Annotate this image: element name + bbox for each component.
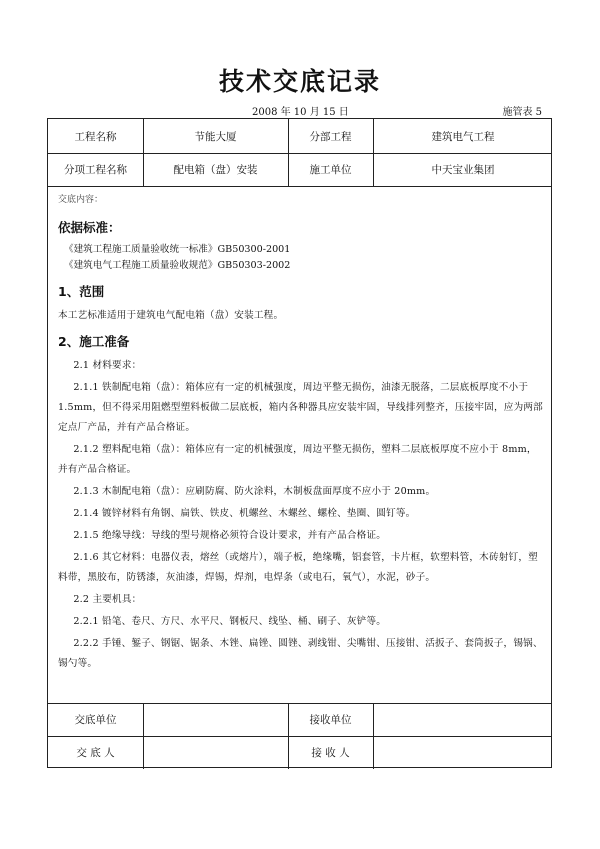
- contractor-value: 中天宝业集团: [431, 164, 495, 176]
- project-name-label: 工程名称: [74, 130, 117, 143]
- receiving-unit-value: [373, 703, 553, 736]
- form-number: 施管表 5: [502, 107, 542, 118]
- paragraph: 2.1.1 铁制配电箱（盘）：箱体应有一定的机械强度，周边平整无损伤，油漆无脱落，二层底板厚度不小于 1.5mm，但不得采用阻燃型塑料板做二层底板，箱内各种器具应安装牢固，导线排列整齐，压接牢固，应为两部定点厂产品，并有产品合格证。: [58, 382, 543, 433]
- scope-heading: 1、范围: [58, 284, 105, 299]
- handover-unit-value: [143, 703, 288, 736]
- subitem-name-label: 分项工程名称: [64, 164, 127, 176]
- preparation-heading: 2、施工准备: [58, 334, 130, 349]
- division-label: 分部工程: [309, 130, 352, 143]
- content-intro-label: 交底内容：: [58, 195, 104, 205]
- handover-person-label: 交 底 人: [76, 747, 115, 759]
- handover-content: [58, 192, 546, 676]
- receiving-unit-label: 接收单位: [309, 714, 352, 726]
- document-title: 技术交底记录: [218, 67, 381, 96]
- paragraph: 2.1.6 其它材料：电器仪表，熔丝（或熔片），端子板，绝缘嘴，铝套管，卡片框，软塑料管，木砖射钉，塑料带，黑胶布，防锈漆，灰油漆，焊锡，焊剂，电焊条（或电石，氧气），水泥，砂子。: [58, 552, 538, 583]
- paragraph: 2.1.5 绝缘导线：导线的型号规格必须符合设计要求，并有产品合格证。: [73, 530, 387, 541]
- standard-item: 《建筑电气工程施工质量验收规范》GB50303-2002: [64, 260, 291, 271]
- paragraph: 2.2.2 手锤、錾子、钢锯、锯条、木锉、扁锉、圆锉、剥线钳、尖嘴钳、压接钳、活扳子、套筒扳子，锡锅、锡勺等。: [58, 638, 543, 669]
- handover-person-value: [143, 736, 288, 769]
- division-value: 建筑电气工程: [431, 130, 495, 143]
- paragraph: 2.1.3 木制配电箱（盘）：应刷防腐、防火涂料，木制板盘面厚度不应小于 20mm。: [73, 486, 436, 497]
- subitem-name-value: 配电箱（盘）安装: [173, 164, 258, 176]
- scope-text: 本工艺标准适用于建筑电气配电箱（盘）安装工程。: [58, 310, 284, 321]
- paragraph: 2.1.4 镀锌材料有角钢、扁铁、铁皮、机螺丝、木螺丝、螺栓、垫圈、圆钉等。: [73, 508, 416, 519]
- paragraph: 2.2 主要机具：: [73, 594, 142, 605]
- document-date: 2008 年 10 月 15 日: [252, 107, 349, 118]
- paragraph: 2.1 材料要求：: [73, 360, 142, 371]
- paragraph: 2.2.1 铅笔、卷尺、方尺、水平尺、钢板尺、线坠、桶、刷子、灰铲等。: [73, 616, 387, 627]
- basis-heading: 依据标准：: [58, 220, 121, 235]
- handover-unit-label: 交底单位: [74, 714, 117, 726]
- project-name-value: 节能大厦: [194, 130, 237, 143]
- receiver-value: [373, 736, 553, 769]
- receiver-label: 接 收 人: [311, 747, 350, 759]
- row-divider: [48, 186, 551, 187]
- record-table: [47, 118, 552, 768]
- paragraph: 2.1.2 塑料配电箱（盘）：箱体应有一定的机械强度，周边平整无损伤，塑料二层底板厚度不应小于 8mm，并有产品合格证。: [58, 444, 537, 475]
- standard-item: 《建筑工程施工质量验收统一标准》GB50300-2001: [64, 244, 291, 255]
- contractor-label: 施工单位: [309, 164, 352, 176]
